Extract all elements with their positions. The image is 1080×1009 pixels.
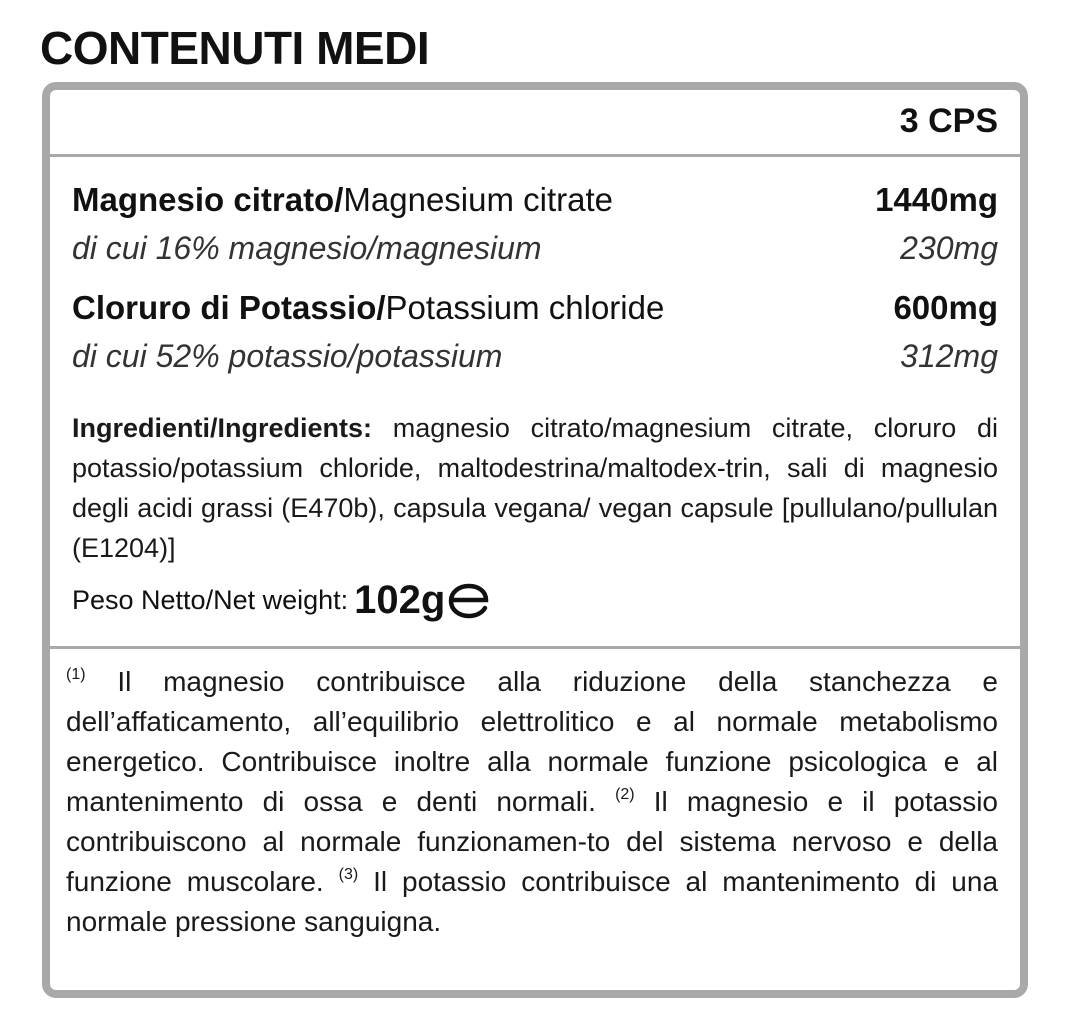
nutrient-sub-label: di cui 52% potassio/potassium <box>72 338 503 374</box>
nutrient-amount: 1440mg <box>875 181 998 218</box>
nutrient-name <box>72 176 613 224</box>
nutrient-name <box>72 284 664 332</box>
nutrition-panel <box>42 82 1028 998</box>
serving-size: 3 CPS <box>899 102 998 140</box>
claim-text: Il magnesio contribuisce alla riduzione della stanchezza e dell’affaticamento, all’equilibrio elettrolitico e al normale metabolismo energetico. Contribuisce inoltre alla normale funzione psicologica e al mantenimento di ossa e denti normali. <box>66 666 999 817</box>
nutrient-amount: 600mg <box>893 289 998 326</box>
net-weight <box>72 578 491 628</box>
footnote-ref: (2) <box>615 786 635 803</box>
nutrient-name-en: Potassium chloride <box>385 289 665 326</box>
panel-header <box>50 90 1020 157</box>
nutrient-row-magnesium-citrate <box>72 176 998 224</box>
claim-text: Il potassio contribuisce al mantenimento di una normale pressione sanguigna. <box>66 866 999 937</box>
e-mark-icon <box>447 583 491 619</box>
nutrient-row-potassium-chloride <box>72 284 998 332</box>
ingredients-label: Ingredienti/Ingredients: <box>72 413 373 443</box>
nutrient-sub-label: di cui 16% magnesio/magnesium <box>72 230 542 266</box>
nutrient-name-en: Magnesium citrate <box>343 181 613 218</box>
nutrient-name-it: Cloruro di Potassio/ <box>72 289 386 326</box>
footnote-ref: (3) <box>338 866 359 883</box>
ingredients-list <box>72 408 998 568</box>
nutrient-name-it: Magnesio citrato/ <box>72 181 344 218</box>
ingredients-text: magnesio citrato/magnesium citrate, cloruro di potassio/potassium chloride, maltodestrina/maltodex-trin, sali di magnesio degli acidi grassi (E470b), capsula vegana/ vegan capsule [pullulano/pullulan (E1204)] <box>72 413 998 563</box>
health-claims <box>66 662 998 942</box>
nutrient-subrow-potassium <box>72 332 998 380</box>
nutrient-subrow-magnesium <box>72 224 998 272</box>
net-weight-label: Peso Netto/Net weight: <box>72 585 349 615</box>
footnote-ref: (1) <box>66 666 86 683</box>
claim-text: Il magnesio e il potassio contribuiscono al normale funzionamen-to del sistema nervoso e della funzione muscolare. <box>66 786 999 897</box>
page-title: CONTENUTI MEDI <box>40 22 430 74</box>
nutrient-sub-amount: 312mg <box>900 338 998 374</box>
net-weight-value: 102g <box>354 578 446 622</box>
divider <box>50 646 1020 649</box>
nutrient-sub-amount: 230mg <box>900 230 998 266</box>
